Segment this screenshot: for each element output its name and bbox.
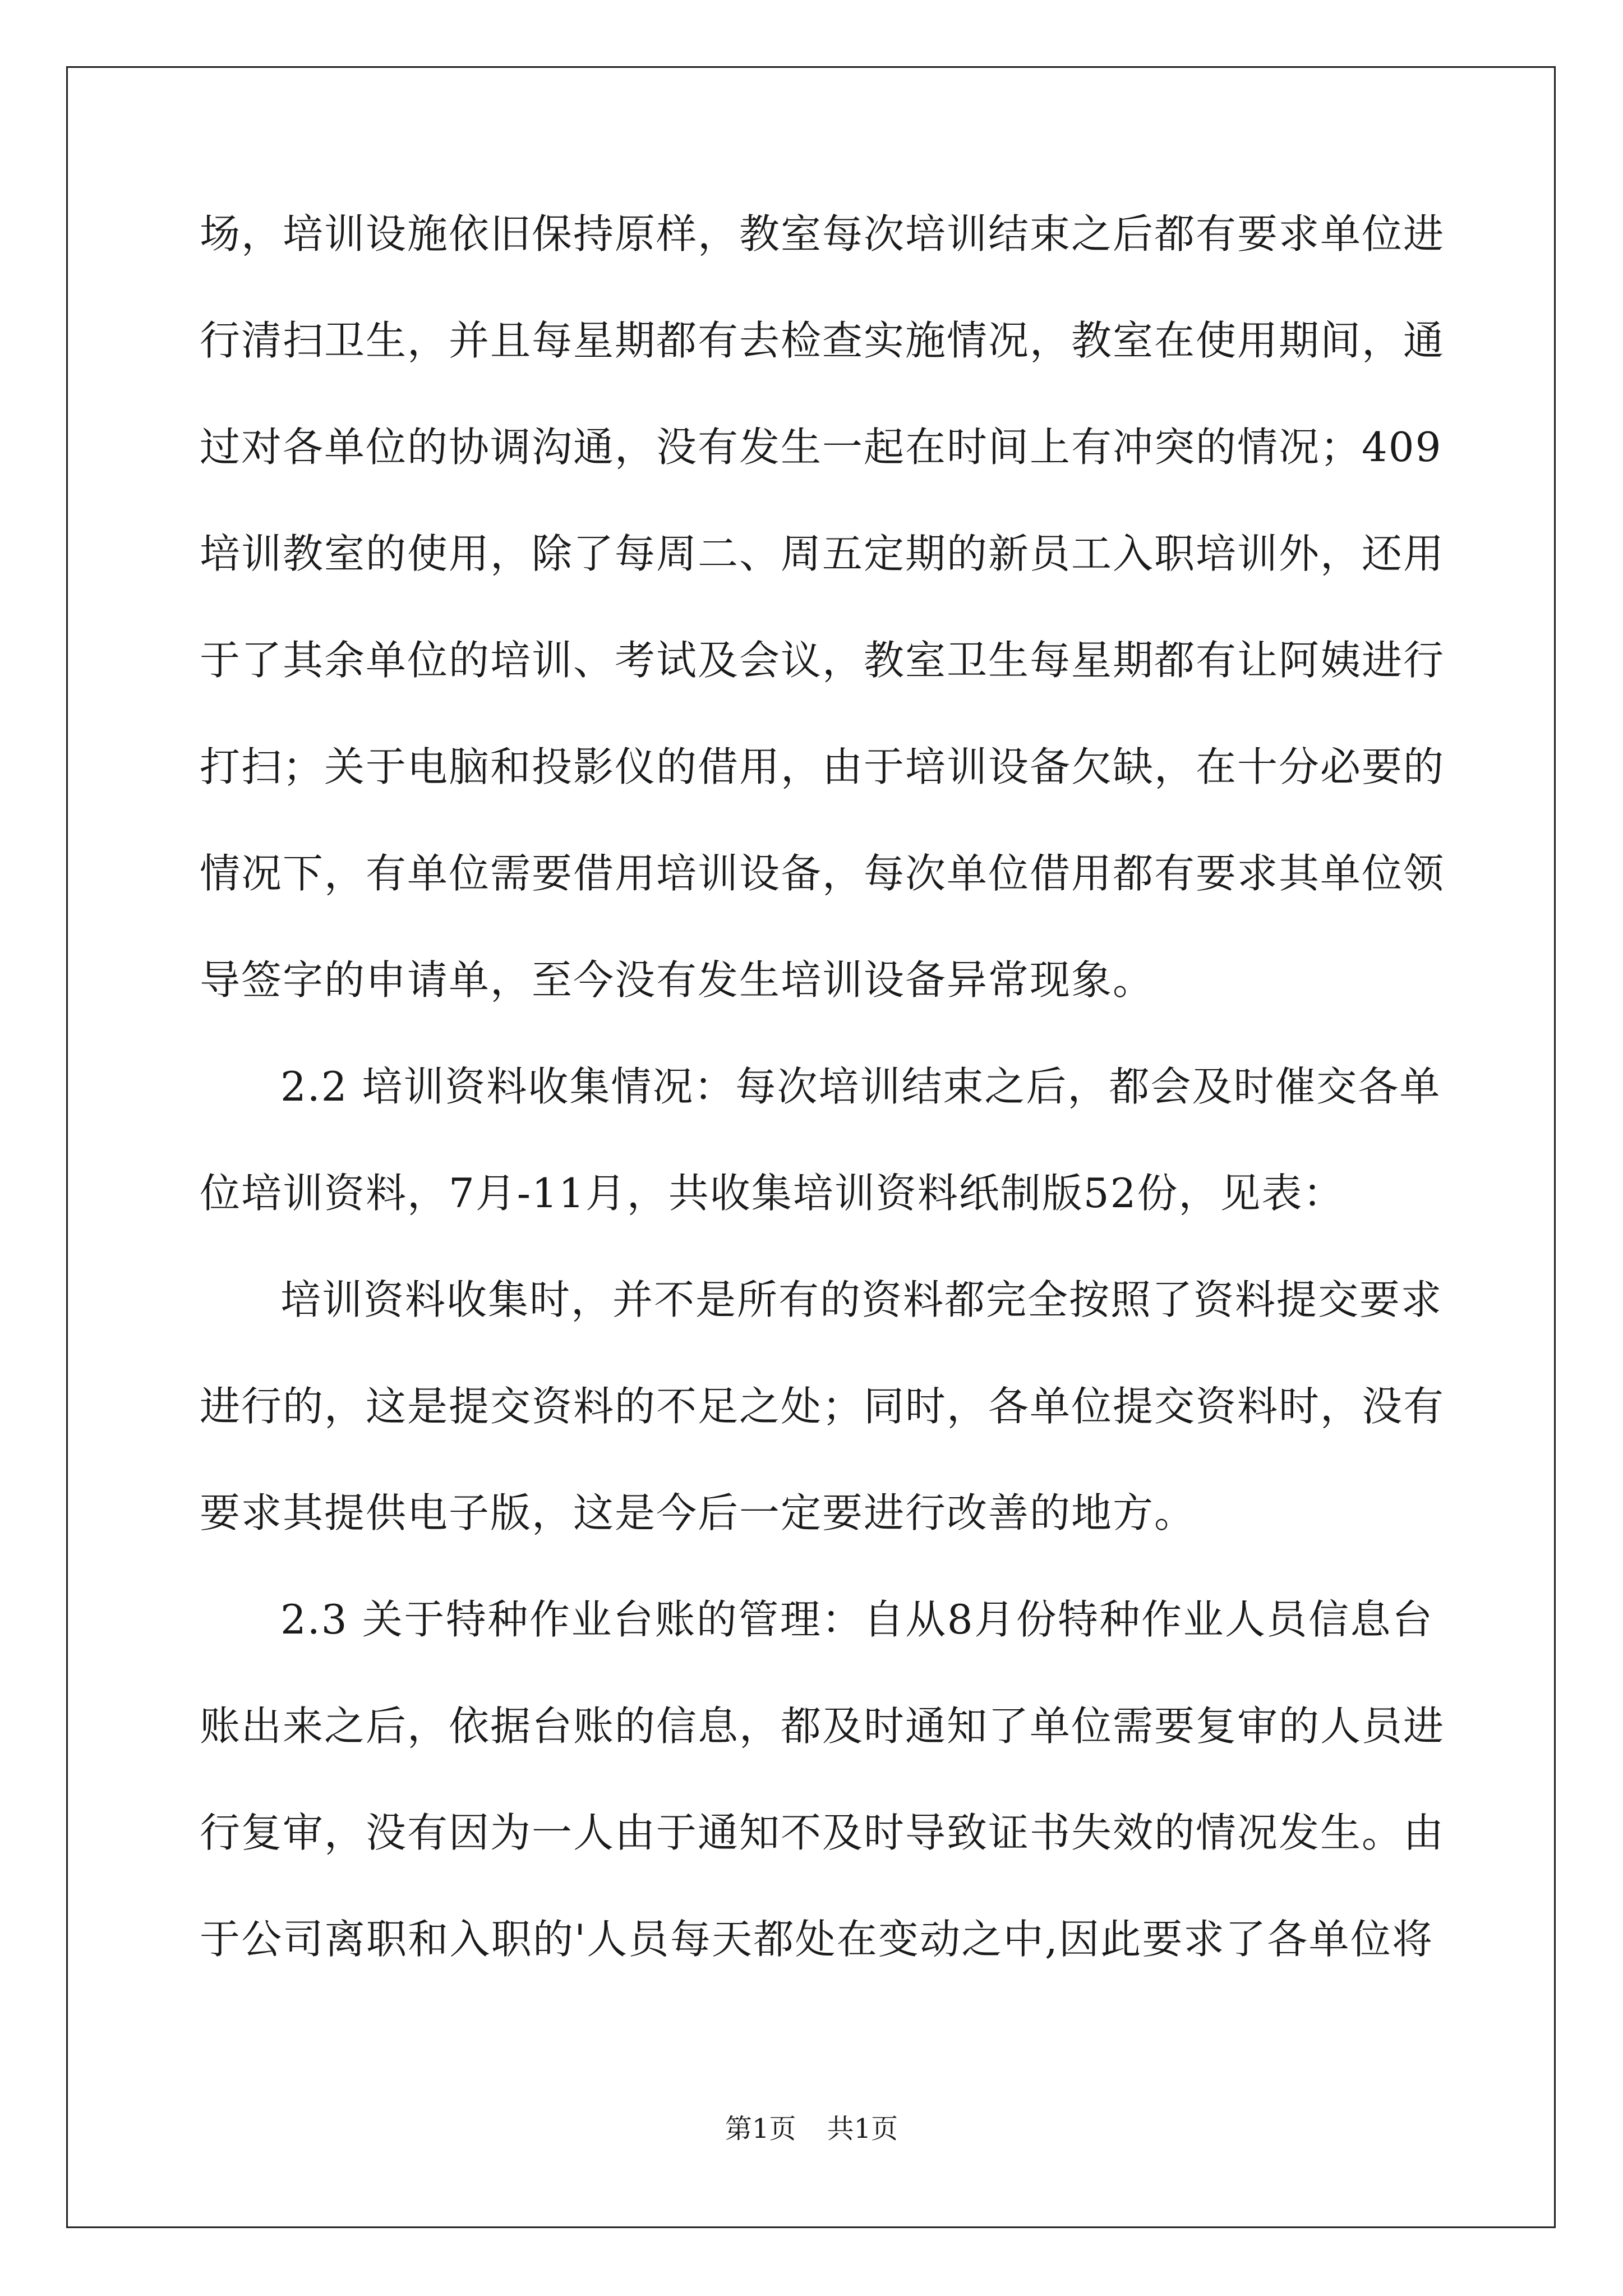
text-line: 行清扫卫生，并且每星期都有去检查实施情况，教室在使用期间，通 (200, 317, 1445, 364)
text-line: 培训教室的使用，除了每周二、周五定期的新员工入职培训外，还用 (200, 530, 1445, 577)
page-number: 第1页 (725, 2113, 796, 2145)
text-line: 导签字的申请单，至今没有发生培训设备异常现象。 (200, 956, 1155, 1004)
text-line: 于了其余单位的培训、考试及会议，教室卫生每星期都有让阿姨进行 (200, 637, 1445, 684)
text-line: 要求其提供电子版，这是今后一定要进行改善的地方。 (200, 1489, 1196, 1536)
text-line: 行复审，没有因为一人由于通知不及时导致证书失效的情况发生。由 (200, 1809, 1445, 1856)
page-total: 共1页 (827, 2113, 898, 2145)
text-line: 2.3 关于特种作业台账的管理：自从8月份特种作业人员信息台 (280, 1596, 1433, 1643)
text-line: 进行的，这是提交资料的不足之处；同时，各单位提交资料时，没有 (200, 1383, 1445, 1430)
document-body (200, 208, 1445, 2019)
text-line: 账出来之后，依据台账的信息，都及时通知了单位需要复审的人员进 (200, 1703, 1445, 1750)
text-line: 场，培训设施依旧保持原样，教室每次培训结束之后都有要求单位进 (200, 210, 1445, 257)
text-line: 情况下，有单位需要借用培训设备，每次单位借用都有要求其单位领 (200, 850, 1445, 897)
text-line: 于公司离职和入职的'人员每天都处在变动之中,因此要求了各单位将 (200, 1916, 1433, 1963)
page-footer (0, 2112, 1623, 2146)
text-line: 位培训资料，7月-11月，共收集培训资料纸制版52份，见表： (200, 1170, 1345, 1217)
text-line: 打扫；关于电脑和投影仪的借用，由于培训设备欠缺，在十分必要的 (200, 743, 1445, 790)
text-line: 2.2 培训资料收集情况：每次培训结束之后，都会及时催交各单 (280, 1063, 1441, 1110)
text-line: 过对各单位的协调沟通，没有发生一起在时间上有冲突的情况；409 (200, 424, 1442, 471)
text-line: 培训资料收集时，并不是所有的资料都完全按照了资料提交要求 (280, 1276, 1443, 1323)
